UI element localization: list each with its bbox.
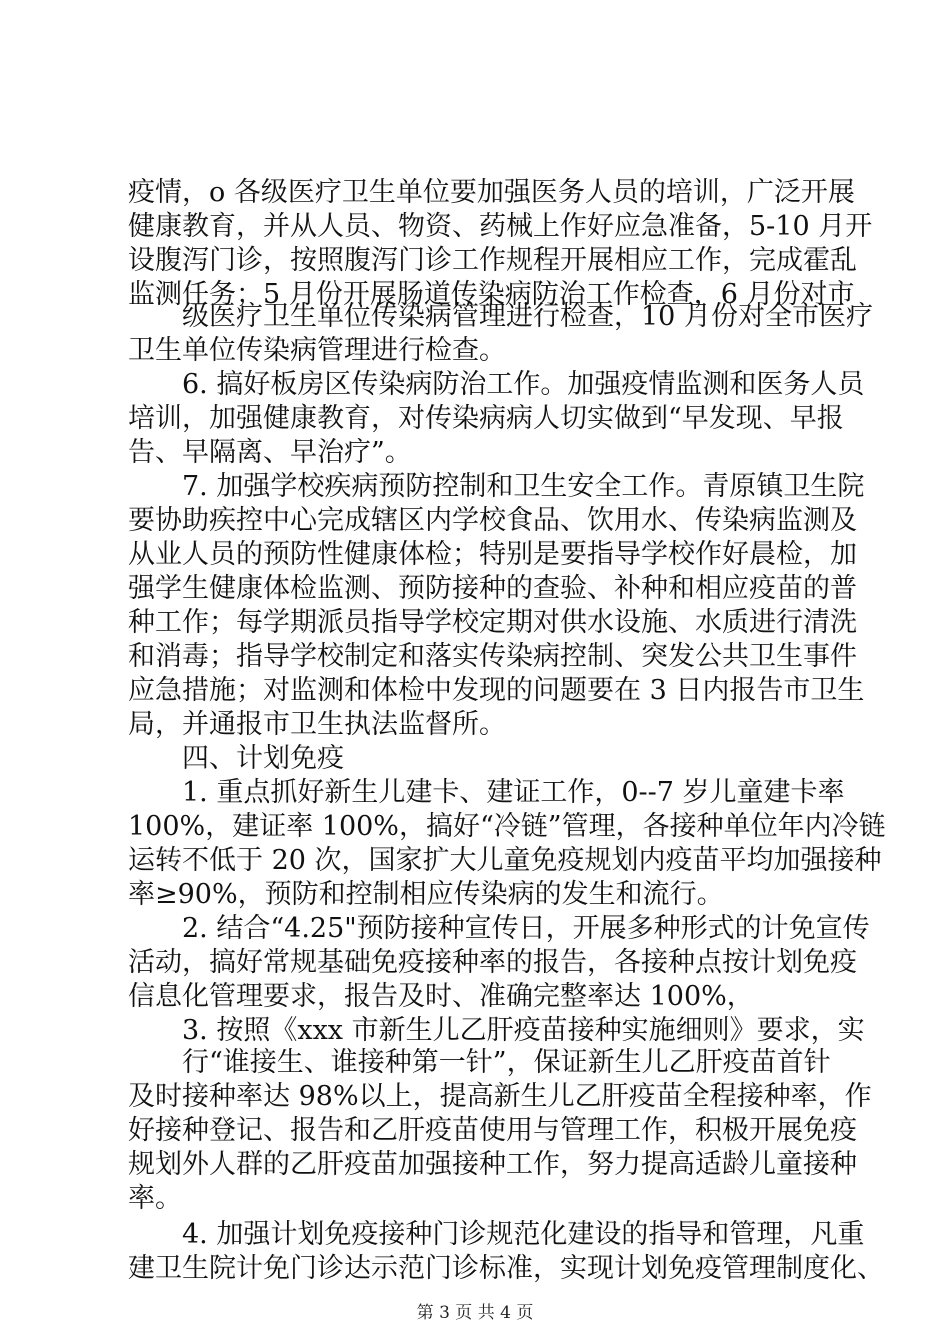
text-line: 级医疗卫生单位传染病管理进行检查，10 月份对全市医疗 bbox=[182, 301, 873, 332]
text-line: 4. 加强计划免疫接种门诊规范化建设的指导和管理，凡重 bbox=[182, 1219, 865, 1250]
text-line: 6. 搞好板房区传染病防治工作。加强疫情监测和医务人员 bbox=[182, 369, 865, 400]
text-line: 行“谁接生、谁接种第一针”，保证新生儿乙肝疫苗首针 bbox=[182, 1047, 831, 1078]
text-line: 信息化管理要求，报告及时、准确完整率达 100%， bbox=[128, 981, 754, 1012]
text-line: 卫生单位传染病管理进行检查。 bbox=[128, 335, 506, 366]
text-line: 好接种登记、报告和乙肝疫苗使用与管理工作，积极开展免疫 bbox=[128, 1115, 857, 1146]
page-footer: 第 3 页 共 4 页 bbox=[416, 1303, 534, 1323]
text-line: 应急措施；对监测和体检中发现的问题要在 3 日内报告市卫生 bbox=[128, 675, 865, 706]
text-line: 设腹泻门诊，按照腹泻门诊工作规程开展相应工作，完成霍乱 bbox=[128, 245, 857, 276]
text-line: 率≥90%，预防和控制相应传染病的发生和流行。 bbox=[128, 879, 724, 910]
text-line: 健康教育，并从人员、物资、药械上作好应急准备，5-10 月开 bbox=[128, 211, 873, 242]
text-line: 告、早隔离、早治疗”。 bbox=[128, 437, 412, 468]
text-line: 和消毒；指导学校制定和落实传染病控制、突发公共卫生事件 bbox=[128, 641, 857, 672]
text-line: 及时接种率达 98%以上，提高新生儿乙肝疫苗全程接种率，作 bbox=[128, 1081, 872, 1112]
text-line: 率。 bbox=[128, 1183, 182, 1214]
text-line: 培训，加强健康教育，对传染病病人切实做到“早发现、早报 bbox=[128, 403, 844, 434]
text-line: 7. 加强学校疾病预防控制和卫生安全工作。青原镇卫生院 bbox=[182, 471, 865, 502]
text-line: 活动，搞好常规基础免疫接种率的报告，各接种点按计划免疫 bbox=[128, 947, 857, 978]
text-line: 从业人员的预防性健康体检；特别是要指导学校作好晨检，加 bbox=[128, 539, 857, 570]
text-line: 1. 重点抓好新生儿建卡、建证工作，0--7 岁儿童建卡率 bbox=[182, 777, 845, 808]
text-line: 种工作；每学期派员指导学校定期对供水设施、水质进行清洗 bbox=[128, 607, 857, 638]
section-heading: 四、计划免疫 bbox=[182, 743, 344, 774]
text-line: 监测任务；5 月份开展肠道传染病防治工作检查，6 月份对市 bbox=[128, 279, 855, 310]
text-line: 运转不低于 20 次，国家扩大儿童免疫规划内疫苗平均加强接种 bbox=[128, 845, 882, 876]
text-line: 强学生健康体检监测、预防接种的查验、补种和相应疫苗的普 bbox=[128, 573, 857, 604]
text-line: 疫情，o 各级医疗卫生单位要加强医务人员的培训，广泛开展 bbox=[128, 177, 855, 208]
text-line: 要协助疾控中心完成辖区内学校食品、饮用水、传染病监测及 bbox=[128, 505, 857, 536]
text-line: 规划外人群的乙肝疫苗加强接种工作，努力提高适龄儿童接种 bbox=[128, 1149, 857, 1180]
text-line: 建卫生院计免门诊达示范门诊标准，实现计划免疫管理制度化、 bbox=[128, 1253, 884, 1284]
text-line: 3. 按照《xxx 市新生儿乙肝疫苗接种实施细则》要求，实 bbox=[182, 1015, 865, 1046]
text-line: 100%，建证率 100%，搞好“冷链”管理，各接种单位年内冷链 bbox=[128, 811, 886, 842]
text-line: 2. 结合“4.25"预防接种宣传日，开展多种形式的计免宣传 bbox=[182, 913, 870, 944]
text-line: 局，并通报市卫生执法监督所。 bbox=[128, 709, 506, 740]
